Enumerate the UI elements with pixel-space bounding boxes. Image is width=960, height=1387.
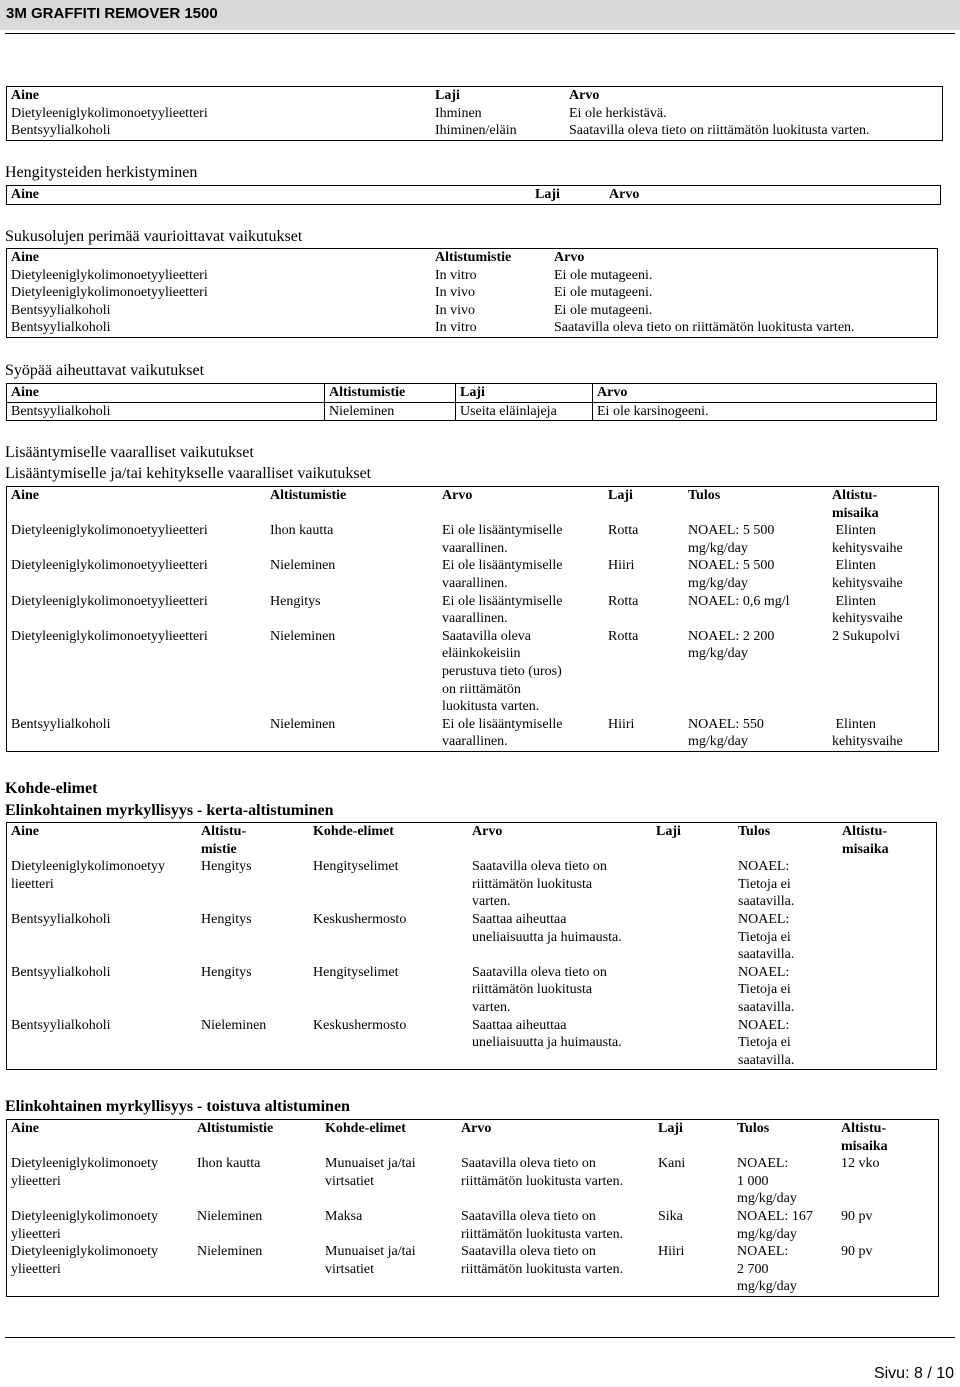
table-row: Dietyleeniglykolimonoetyy lieetteri Hengitys Hengityselimet Saatavilla oleva tieto on riittämätön luokitusta varten. NOAEL: Tietoja ei saatavilla. [11, 859, 795, 910]
section-title-target-organs: Kohde-elimet [5, 780, 98, 797]
section-title-germcell: Sukusolujen perimää vaurioittavat vaikutukset [5, 228, 303, 245]
table-row: Dietyleeniglykolimonoetyylieetteri Nieleminen Ei ole lisääntymiselle vaarallinen. Hiiri NOAEL: 5 500 mg/kg/day Elinten kehitysvaihe [11, 558, 903, 591]
table-row: Bentsyylialkoholi Hengitys Hengityselimet Saatavilla oleva tieto on riittämätön luokitusta varten. NOAEL: Tietoja ei saatavilla. [11, 964, 795, 1015]
table-row: Dietyleeniglykolimonoetyylieetteri Ihon kautta Ei ole lisääntymiselle vaarallinen. Rotta NOAEL: 5 500 mg/kg/day Elinten kehitysvaihe [11, 523, 903, 556]
table-row: Dietyleeniglykolimonoetyylieetteri Ihminen Ei ole herkistävä. [11, 105, 667, 121]
col-laji: Laji [435, 88, 460, 103]
section-title-respiratory: Hengitysteiden herkistyminen [5, 164, 198, 181]
col-arvo: Arvo [569, 88, 600, 103]
single-exposure-table: Aine Altistu- mistie Kohde-elimet Arvo Laji Tulos Altistu- misaika Dietyleeniglykolimonoetyy lieetteri Hengitys Hengityselimet Saatavilla oleva tieto on riittämätön luokitusta varten. NOAEL: Tietoja ei saatavilla. Bentsyylialkoholi Hengitys Keskushermosto Saattaa aiheuttaa uneliaisuutta ja huimausta. NOAEL: Tietoja ei saatavilla. Bentsyylialkoholi Hengitys Hengityselimet Saatavilla oleva tieto on riittämätön luokitusta varten. NOAEL: Tietoja ei saatavilla. Bentsyylialkoholi Nieleminen Keskushermosto Saattaa aiheuttaa uneliaisuutta ja huimausta. NOAEL: Tietoja ei saatavilla. [6, 822, 937, 1070]
document-title: 3M GRAFFITI REMOVER 1500 [6, 5, 218, 22]
section-title-carcinogenicity: Syöpää aiheuttavat vaikutukset [5, 362, 205, 379]
table-row: Bentsyylialkoholi Nieleminen Useita eläinlajeja Ei ole karsinogeeni. [7, 402, 937, 421]
table-row: Dietyleeniglykolimonoety ylieetteri Nieleminen Maksa Saatavilla oleva tieto on riittämätön luokitusta varten. Sika NOAEL: 167 mg/kg/day 90 pv [11, 1208, 873, 1242]
table-row: Bentsyylialkoholi In vivo Ei ole mutageeni. [11, 302, 653, 318]
col-aine: Aine [11, 88, 39, 103]
section-title-reproductive: Lisääntymiselle vaaralliset vaikutukset [5, 444, 254, 461]
table-row: Bentsyylialkoholi Hengitys Keskushermosto Saattaa aiheuttaa uneliaisuutta ja huimausta. NOAEL: Tietoja ei saatavilla. [11, 911, 795, 963]
repeated-exposure-table: Aine Altistumistie Kohde-elimet Arvo Laji Tulos Altistu- misaika Dietyleeniglykolimonoety ylieetteri Ihon kautta Munuaiset ja/tai virtsatiet Saatavilla oleva tieto on riittämätön luokitusta varten. Kani NOAEL: 1 000 mg/kg/day 12 vko Dietyleeniglykolimonoety ylieetteri Nieleminen Maksa Saatavilla oleva tieto on riittämätön luokitusta varten. Sika NOAEL: 167 mg/kg/day 90 pv Dietyleeniglykolimonoety ylieetteri Nieleminen Munuaiset ja/tai virtsatiet Saatavilla oleva tieto on riittämätön luokitusta varten. Hiiri NOAEL: 2 700 mg/kg/day 90 pv [6, 1119, 939, 1297]
table-row: Dietyleeniglykolimonoety ylieetteri Nieleminen Munuaiset ja/tai virtsatiet Saatavilla oleva tieto on riittämätön luokitusta varten. Hiiri NOAEL: 2 700 mg/kg/day 90 pv [11, 1244, 873, 1295]
carcinogenicity-table: Aine Altistumistie Laji Arvo Bentsyylialkoholi Nieleminen Useita eläinlajeja Ei ole karsinogeeni. [6, 383, 937, 421]
section-subtitle-single-exposure: Elinkohtainen myrkyllisyys - kerta-altistuminen [5, 802, 334, 819]
germcell-table: Aine Altistumistie Arvo Dietyleeniglykolimonoetyylieetteri In vitro Ei ole mutageeni. Dietyleeniglykolimonoetyylieetteri In vivo Ei ole mutageeni. Bentsyylialkoholi In vivo Ei ole mutageeni. Bentsyylialkoholi In vitro Saatavilla oleva tieto on riittämätön luokitusta varten. [6, 248, 938, 338]
table-row: Dietyleeniglykolimonoety ylieetteri Ihon kautta Munuaiset ja/tai virtsatiet Saatavilla oleva tieto on riittämätön luokitusta varten. Kani NOAEL: 1 000 mg/kg/day 12 vko [11, 1156, 880, 1207]
page-number: Sivu: 8 / 10 [873, 1365, 954, 1382]
table-row: Dietyleeniglykolimonoetyylieetteri In vivo Ei ole mutageeni. [11, 285, 653, 301]
table-row: Dietyleeniglykolimonoetyylieetteri In vitro Ei ole mutageeni. [11, 267, 653, 283]
table-row: Bentsyylialkoholi Nieleminen Keskushermosto Saattaa aiheuttaa uneliaisuutta ja huimausta. NOAEL: Tietoja ei saatavilla. [11, 1017, 795, 1068]
table-row: Bentsyylialkoholi Ihiminen/eläin Saatavilla oleva tieto on riittämätön luokitusta varten. [11, 123, 870, 139]
table-row: Bentsyylialkoholi In vitro Saatavilla oleva tieto on riittämätön luokitusta varten. [11, 320, 855, 336]
footer-rule [5, 1337, 955, 1338]
reproductive-table: Aine Altistumistie Arvo Laji Tulos Altistu- misaika Dietyleeniglykolimonoetyylieetteri Ihon kautta Ei ole lisääntymiselle vaarallinen. Rotta NOAEL: 5 500 mg/kg/day Elinten kehitysvaihe Dietyleeniglykolimonoetyylieetteri Nieleminen Ei ole lisääntymiselle vaarallinen. Hiiri NOAEL: 5 500 mg/kg/day Elinten kehitysvaihe Dietyleeniglykolimonoetyylieetteri Hengitys Ei ole lisääntymiselle vaarallinen. Rotta NOAEL: 0,6 mg/l Elinten kehitysvaihe Dietyleeniglykolimonoetyylieetteri Nieleminen Saatavilla oleva eläinkokeisiin perustuva tieto (uros) on riittämätön luokitusta varten. Rotta NOAEL: 2 200 mg/kg/day 2 Sukupolvi Bentsyylialkoholi Nieleminen Ei ole lisääntymiselle vaarallinen. Hiiri NOAEL: 550 mg/kg/day Elinten kehitysvaihe [6, 486, 939, 752]
table-row: Dietyleeniglykolimonoetyylieetteri Nieleminen Saatavilla oleva eläinkokeisiin perustuva tieto (uros) on riittämätön luokitusta varten. Rotta NOAEL: 2 200 mg/kg/day 2 Sukupolvi [11, 628, 901, 715]
respiratory-table: Aine Laji Arvo [6, 185, 941, 205]
table-row: Bentsyylialkoholi Nieleminen Ei ole lisääntymiselle vaarallinen. Hiiri NOAEL: 550 mg/kg/day Elinten kehitysvaihe [11, 716, 903, 750]
header-rule [5, 33, 955, 34]
table-row: Dietyleeniglykolimonoetyylieetteri Hengitys Ei ole lisääntymiselle vaarallinen. Rotta NOAEL: 0,6 mg/l Elinten kehitysvaihe [11, 593, 903, 627]
section-title-repeated-exposure: Elinkohtainen myrkyllisyys - toistuva altistuminen [5, 1098, 350, 1115]
sensitization-table [6, 86, 943, 141]
section-subtitle-reproductive: Lisääntymiselle ja/tai kehitykselle vaaralliset vaikutukset [5, 465, 372, 482]
